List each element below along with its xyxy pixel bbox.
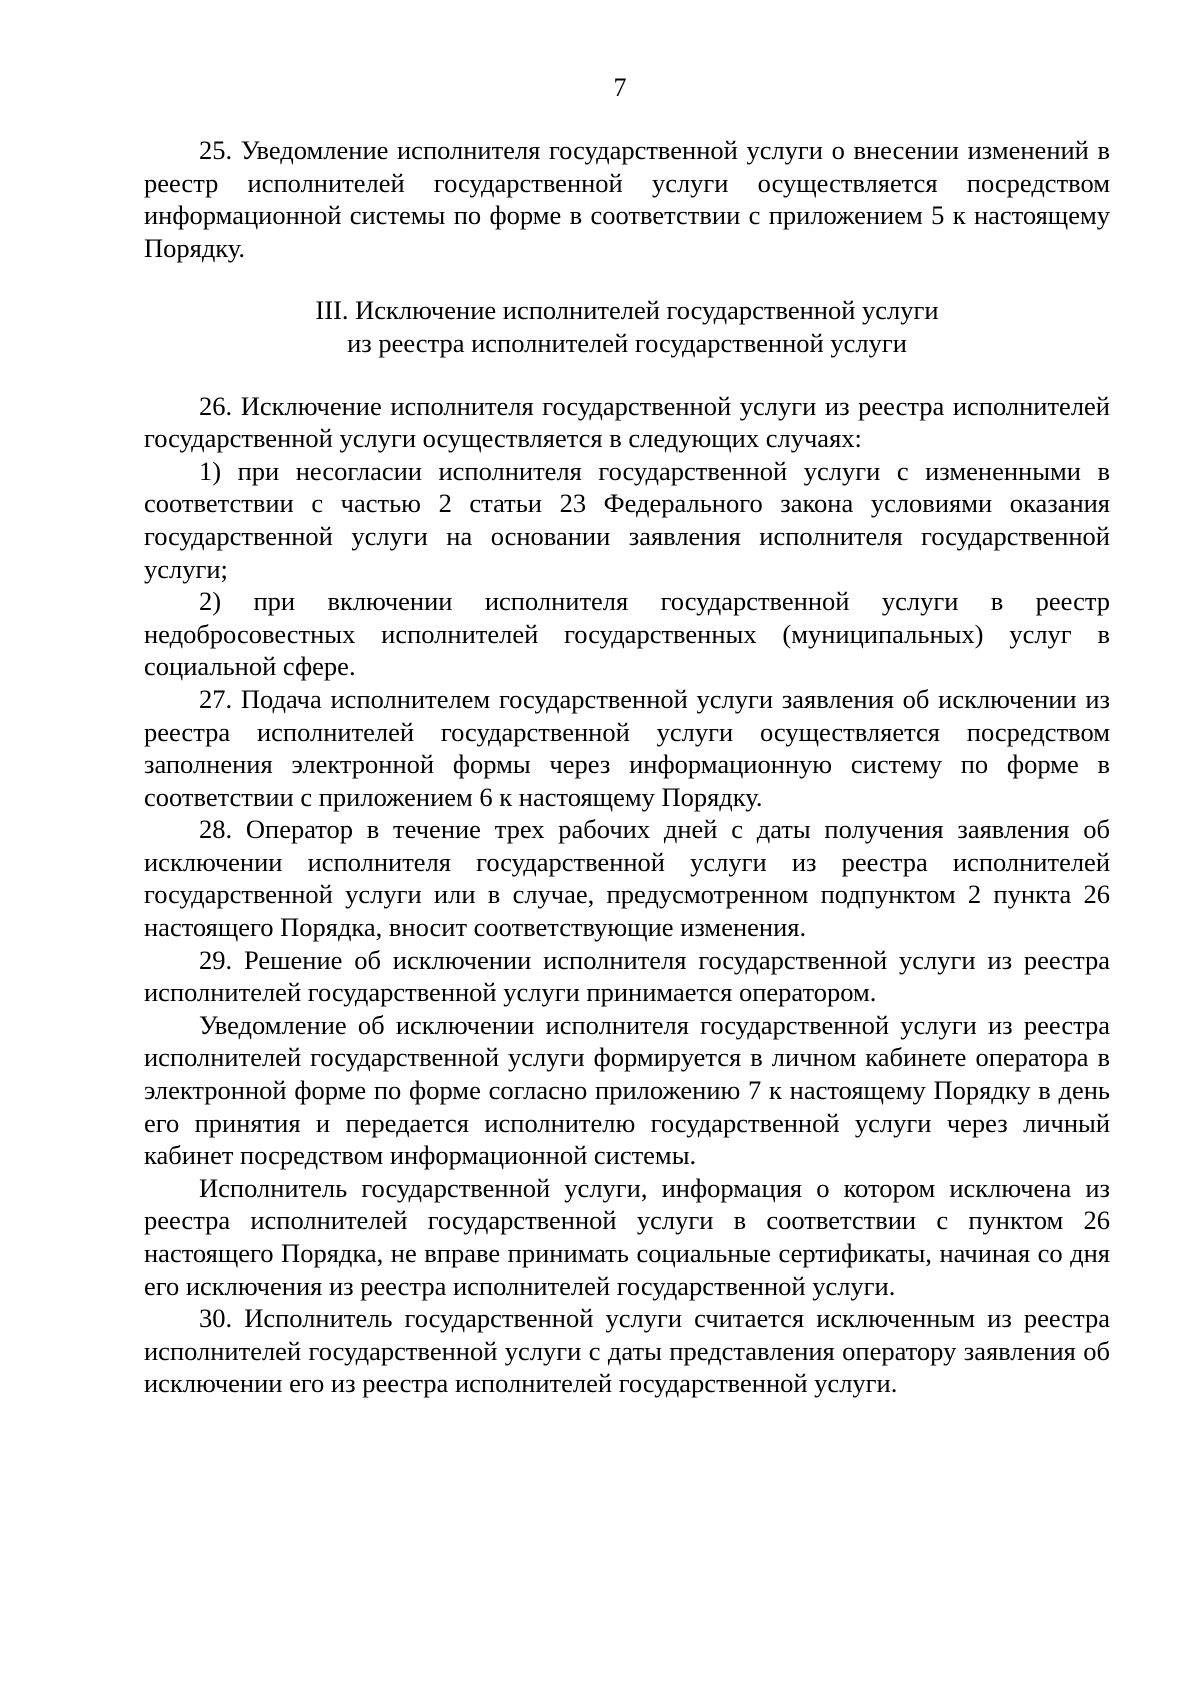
paragraph-29-notification: Уведомление об исключении исполнителя государственной услуги из реестра исполнителей государственной услуги формируется в личном кабинете оператора в электронной форме по форме согласно приложению 7 к настоящему Порядку в день его принятия и передается исполнителю государственной услуги через личный кабинет посредством информационной системы. bbox=[144, 1009, 1110, 1171]
paragraph-27: 27. Подача исполнителем государственной услуги заявления об исключении из реестра исполнителей государственной услуги осуществляется посредством заполнения электронной формы через информационную систему по форме в соответствии с приложением 6 к настоящему Порядку. bbox=[144, 683, 1110, 812]
paragraph-29-restriction: Исполнитель государственной услуги, информация о котором исключена из реестра исполнителей государственной услуги в соответствии с пунктом 26 настоящего Порядка, не вправе принимать социальные сертификаты, начиная со дня его исключения из реестра исполнителей государственной услуги. bbox=[144, 1172, 1110, 1301]
paragraph-26-item-1: 1) при несогласии исполнителя государственной услуги с измененными в соответствии с частью 2 статьи 23 Федерального закона условиями оказания государственной услуги на основании заявления исполнителя государственной услуги; bbox=[144, 455, 1110, 584]
paragraph-30: 30. Исполнитель государственной услуги считается исключенным из реестра исполнителей государственной услуги с даты представления оператору заявления об исключении его из реестра исполнителей государственной услуги. bbox=[144, 1303, 1110, 1399]
page-number: 7 bbox=[613, 73, 627, 102]
section-heading-line-1: III. Исключение исполнителей государственной услуги bbox=[315, 295, 939, 326]
paragraph-28: 28. Оператор в течение трех рабочих дней с даты получения заявления об исключении исполнителя государственной услуги из реестра исполнителей государственной услуги или в случае, предусмотренном подпунктом 2 пункта 26 настоящего Порядка, вносит соответствующие изменения. bbox=[144, 814, 1110, 943]
paragraph-29: 29. Решение об исключении исполнителя государственной услуги из реестра исполнителей государственной услуги принимается оператором. bbox=[144, 944, 1110, 1008]
section-heading bbox=[144, 294, 1110, 359]
paragraph-26-item-2: 2) при включении исполнителя государственной услуги в реестр недобросовестных исполнителей государственных (муниципальных) услуг в социальной сфере. bbox=[144, 586, 1110, 682]
section-heading-line-2: из реестра исполнителей государственной услуги bbox=[347, 327, 907, 358]
document-body bbox=[144, 134, 1110, 1400]
paragraph-25: 25. Уведомление исполнителя государственной услуги о внесении изменений в реестр исполнителей государственной услуги осуществляется посредством информационной системы по форме в соответствии с приложением 5 к настоящему Порядку. bbox=[144, 135, 1110, 263]
paragraph-26: 26. Исключение исполнителя государственной услуги из реестра исполнителей государственной услуги осуществляется в следующих случаях: bbox=[144, 390, 1110, 454]
